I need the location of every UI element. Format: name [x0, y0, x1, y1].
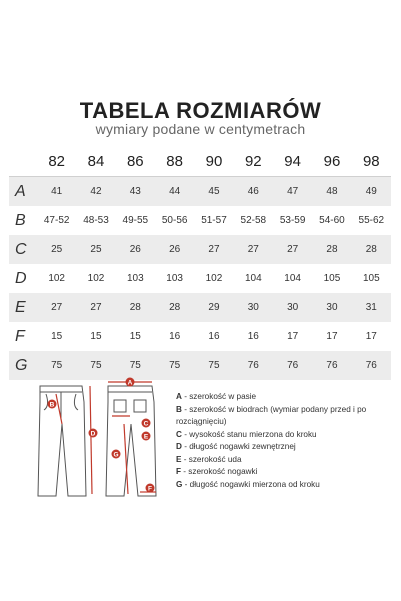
table-cell: 104	[244, 273, 262, 284]
row-label: B	[15, 211, 26, 229]
svg-text:B: B	[49, 401, 55, 409]
table-cell: 16	[247, 331, 259, 342]
table-cell: 17	[365, 331, 377, 342]
table-cell: 103	[166, 273, 183, 284]
row-label: D	[15, 269, 27, 287]
size-table	[9, 146, 391, 380]
legend-item-d: D - długość nogawki zewnętrznej	[176, 442, 296, 451]
size-col-header: 84	[87, 152, 105, 170]
table-cell: 16	[208, 331, 220, 342]
table-cell: 75	[116, 351, 155, 380]
table-cell: 30	[312, 293, 351, 322]
table-cell: 46	[234, 177, 273, 207]
table-cell: 44	[155, 177, 194, 207]
table-cell: 50-56	[161, 215, 188, 226]
marker-e	[142, 432, 151, 441]
svg-text:C: C	[143, 420, 149, 428]
table-row	[9, 177, 391, 207]
row-label: C	[9, 235, 37, 264]
table-cell: 48	[312, 177, 351, 207]
table-cell: 76	[312, 351, 351, 380]
table-cell: 102	[205, 273, 223, 284]
table-cell: 55-62	[358, 215, 385, 226]
table-cell: 31	[352, 293, 391, 322]
table-cell: 47	[273, 177, 312, 207]
trousers-diagram	[28, 376, 178, 501]
table-cell: 16	[169, 331, 181, 342]
table-cell: 104	[284, 273, 301, 284]
table-cell: 28	[155, 293, 194, 322]
back-trousers-illustration	[106, 386, 156, 496]
table-cell: 45	[194, 177, 233, 207]
table-cell: 105	[323, 273, 341, 284]
page-title: TABELA ROZMIARÓW	[79, 98, 322, 123]
legend-item-b: B - szerokość w biodrach (wymiar podany przed i po rozciągnięciu)	[176, 404, 367, 426]
table-cell: 26	[155, 235, 194, 264]
page-subtitle: wymiary podane w centymetrach	[95, 121, 306, 137]
size-col-header: 98	[362, 152, 380, 170]
table-cell: 76	[273, 351, 312, 380]
table-cell: 102	[48, 273, 65, 284]
table-cell: 105	[362, 273, 380, 284]
marker-d	[89, 429, 98, 438]
table-cell: 49	[352, 177, 391, 207]
row-label: G	[9, 351, 37, 380]
size-col-header: 82	[48, 152, 65, 170]
svg-text:F: F	[148, 485, 152, 493]
table-cell: 27	[37, 293, 76, 322]
table-cell: 17	[326, 331, 338, 342]
table-cell: 76	[234, 351, 273, 380]
marker-g	[112, 450, 121, 459]
table-cell: 30	[234, 293, 273, 322]
table-cell: 53-59	[279, 215, 306, 226]
table-cell: 17	[287, 331, 299, 342]
table-cell: 47-52	[43, 215, 70, 226]
marker-f	[146, 484, 155, 493]
table-row	[9, 206, 391, 235]
size-col-header: 86	[126, 152, 144, 170]
legend-item-e: E - szerokość uda	[176, 454, 242, 464]
table-cell: 51-57	[201, 215, 227, 226]
table-cell: 102	[87, 273, 105, 284]
table-row	[9, 293, 391, 322]
table-cell: 27	[194, 235, 233, 264]
table-cell: 25	[37, 235, 76, 264]
table-cell: 27	[76, 293, 115, 322]
table-cell: 52-58	[240, 215, 267, 226]
table-cell: 27	[273, 235, 312, 264]
table-cell: 54-60	[319, 215, 345, 226]
svg-text:D: D	[90, 430, 96, 438]
row-label: A	[9, 177, 37, 207]
marker-c	[142, 419, 151, 428]
legend-item-f: F - szerokość nogawki	[176, 467, 258, 476]
table-cell: 30	[273, 293, 312, 322]
table-row	[9, 264, 391, 293]
svg-text:G: G	[113, 451, 119, 459]
svg-text:E: E	[143, 433, 149, 441]
table-cell: 41	[37, 177, 76, 207]
size-header-row	[9, 146, 391, 177]
table-cell: 75	[155, 351, 194, 380]
table-cell: 28	[352, 235, 391, 264]
row-label: F	[15, 327, 25, 345]
table-cell: 48-53	[83, 215, 109, 226]
svg-text:A: A	[127, 379, 133, 387]
table-cell: 29	[194, 293, 233, 322]
marker-a	[126, 378, 135, 387]
table-corner	[9, 146, 37, 177]
size-col-header: 90	[205, 152, 223, 170]
table-cell: 43	[116, 177, 155, 207]
table-cell: 26	[116, 235, 155, 264]
front-trousers-illustration	[38, 386, 86, 496]
row-label: E	[9, 293, 37, 322]
table-cell: 75	[37, 351, 76, 380]
table-row	[9, 322, 391, 351]
legend-item-c: C - wysokość stanu mierzona do kroku	[176, 429, 317, 439]
legend-item-g: G - długość nogawki mierzona od kroku	[176, 479, 320, 489]
table-cell: 76	[352, 351, 391, 380]
measurement-legend	[176, 391, 396, 491]
table-cell: 15	[90, 331, 102, 342]
table-row	[9, 235, 391, 264]
table-cell: 75	[76, 351, 115, 380]
size-col-header: 94	[284, 152, 301, 170]
table-cell: 27	[234, 235, 273, 264]
size-col-header: 92	[244, 152, 262, 170]
table-cell: 25	[76, 235, 115, 264]
table-cell: 75	[194, 351, 233, 380]
table-cell: 15	[51, 331, 63, 342]
marker-b	[48, 400, 57, 409]
size-col-header: 88	[166, 152, 183, 170]
table-cell: 28	[312, 235, 351, 264]
table-cell: 15	[129, 331, 141, 342]
legend-item-a: A - szerokość w pasie	[176, 392, 257, 401]
table-cell: 28	[116, 293, 155, 322]
table-cell: 103	[126, 273, 144, 284]
size-col-header: 96	[323, 152, 341, 170]
table-cell: 42	[76, 177, 115, 207]
table-cell: 49-55	[122, 215, 149, 226]
